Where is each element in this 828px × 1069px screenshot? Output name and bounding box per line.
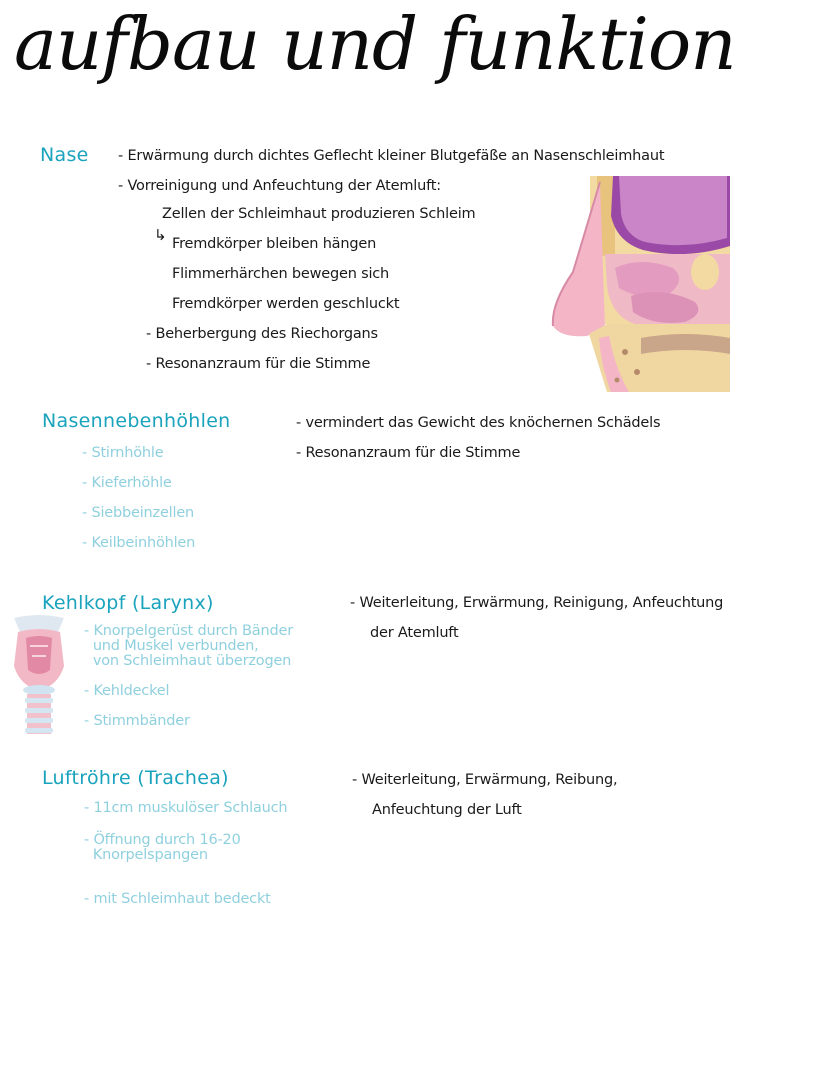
luftroehre-note-1: - Weiterleitung, Erwärmung, Reibung,: [352, 772, 618, 788]
nase-note-1: - Erwärmung durch dichtes Geflecht kleiner Blutgefäße an Nasenschleimhaut: [118, 148, 665, 164]
luftroehre-item-2: - Öffnung durch 16-20 Knorpelspangen: [84, 832, 241, 863]
kehlkopf-item-3: - Stimmbänder: [84, 713, 190, 729]
nase-note-7: - Beherbergung des Riechorgans: [146, 326, 378, 342]
nase-note-2: - Vorreinigung und Anfeuchtung der Atemluft:: [118, 178, 441, 194]
curved-arrow-icon: ↳: [154, 226, 167, 244]
nase-note-8: - Resonanzraum für die Stimme: [146, 356, 371, 372]
kehlkopf-note-1: - Weiterleitung, Erwärmung, Reinigung, Anfeuchtung: [350, 595, 724, 611]
kehlkopf-item-1: - Knorpelgerüst durch Bänder und Muskel verbunden, von Schleimhaut überzogen: [84, 623, 293, 669]
nebenhoehlen-item-2: - Kieferhöhle: [82, 475, 172, 491]
nebenhoehlen-note-2: - Resonanzraum für die Stimme: [296, 445, 521, 461]
larynx-illustration: [8, 612, 70, 734]
nebenhoehlen-item-1: - Stirnhöhle: [82, 445, 164, 461]
luftroehre-item-3: - mit Schleimhaut bedeckt: [84, 891, 271, 907]
heading-nasennebenhoehlen: Nasennebenhöhlen: [42, 410, 231, 432]
nase-note-4: Fremdkörper bleiben hängen: [172, 236, 377, 252]
heading-luftroehre: Luftröhre (Trachea): [42, 767, 229, 789]
nase-note-6: Fremdkörper werden geschluckt: [172, 296, 400, 312]
kehlkopf-note-2: der Atemluft: [370, 625, 459, 641]
nase-note-3: Zellen der Schleimhaut produzieren Schleim: [162, 206, 476, 222]
nebenhoehlen-item-3: - Siebbeinzellen: [82, 505, 195, 521]
luftroehre-item-1: - 11cm muskulöser Schlauch: [84, 800, 288, 816]
heading-nase: Nase: [40, 144, 89, 166]
nebenhoehlen-note-1: - vermindert das Gewicht des knöchernen Schädels: [296, 415, 661, 431]
nose-anatomy-illustration: [545, 176, 731, 392]
nebenhoehlen-item-4: - Keilbeinhöhlen: [82, 535, 196, 551]
kehlkopf-item-2: - Kehldeckel: [84, 683, 170, 699]
heading-kehlkopf: Kehlkopf (Larynx): [42, 592, 214, 614]
luftroehre-note-2: Anfeuchtung der Luft: [372, 802, 522, 818]
nase-note-5: Flimmerhärchen bewegen sich: [172, 266, 390, 282]
page-title: aufbau und funktion: [14, 2, 736, 86]
